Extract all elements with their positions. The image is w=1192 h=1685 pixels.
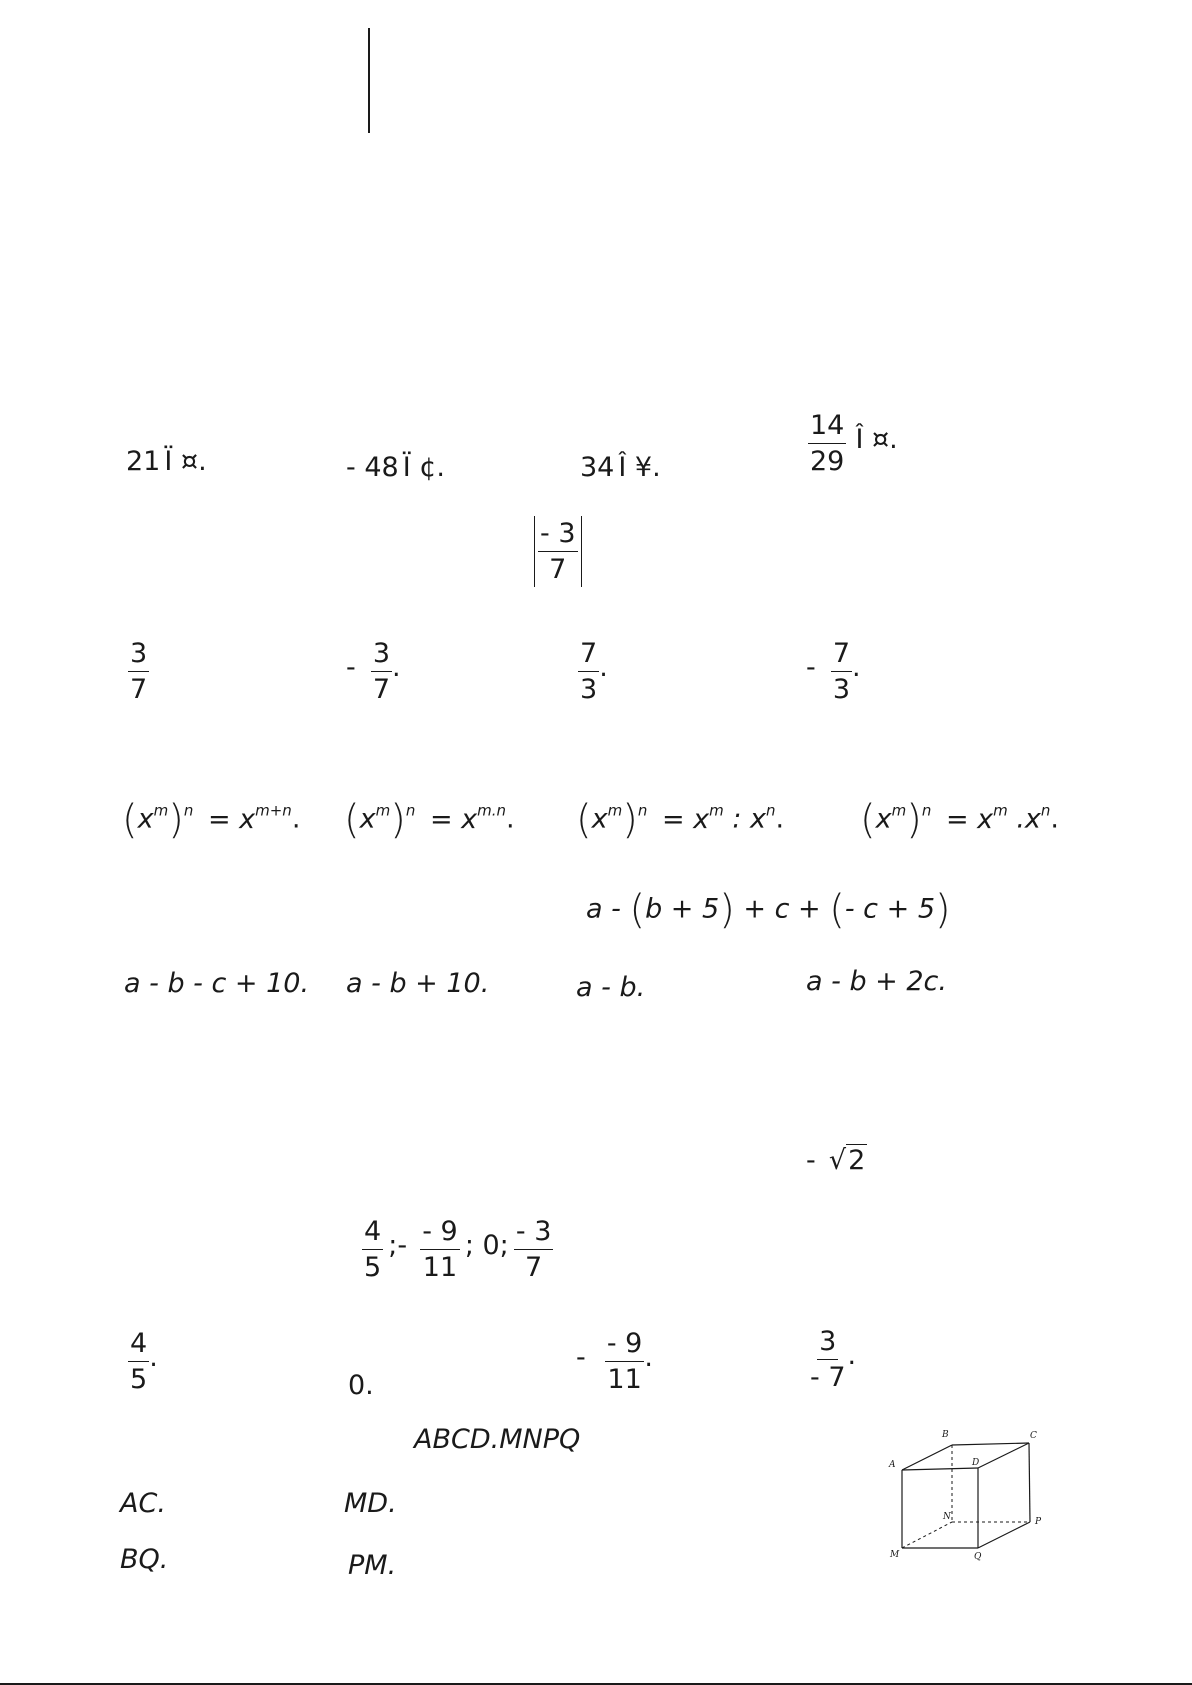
cube-figure	[880, 1424, 1060, 1564]
q2-option-a: $\frac{3}{7}$	[130, 638, 148, 706]
q7-option-a: AC.	[120, 1488, 166, 1519]
q6-option-d: $\frac{3}{- 7}$ .	[810, 1326, 857, 1394]
q2-option-d: - $\frac{7}{3}$ .	[806, 638, 861, 706]
q1-option-b: - 48 Ï ¢.	[346, 452, 445, 483]
q2-expression	[534, 516, 582, 587]
q4-option-d: a - b + 2c.	[806, 966, 947, 997]
q6-option-a: $\frac{4}{5}$ .	[130, 1328, 158, 1396]
q6-option-b: 0.	[348, 1370, 374, 1401]
absolute-value: $\frac{- 3}{7}$	[534, 516, 582, 587]
q7-option-c: BQ.	[120, 1544, 169, 1575]
q7-title: ABCD.MNPQ	[414, 1424, 581, 1455]
cube-label-c: C	[1030, 1431, 1037, 1441]
q2-option-b: - $\frac{3}{7}$ .	[346, 638, 401, 706]
q3-option-a: $(x^m)^n = x^{m+n}$.	[122, 797, 301, 843]
cube-label-p: P	[1035, 1517, 1042, 1527]
vertical-rule	[368, 28, 370, 133]
cube-label-b: B	[942, 1430, 949, 1440]
q4-option-a: a - b - c + 10.	[124, 968, 310, 999]
cube-label-q: Q	[974, 1552, 982, 1562]
q4-expression: a - (b + 5) + c + (- c + 5)	[586, 887, 951, 933]
q7-option-d: PM.	[348, 1550, 397, 1581]
cube-label-n: N	[943, 1512, 951, 1522]
q3-option-b: $(x^m)^n = x^{m.n}$.	[344, 797, 515, 843]
q6-option-c: - $\frac{- 9}{11}$ .	[576, 1328, 653, 1396]
bottom-rule	[0, 1683, 1192, 1685]
cube-label-m: M	[890, 1550, 900, 1560]
q1-option-d: $\frac{14}{29}$ Î ¤.	[810, 410, 898, 478]
q4-option-b: a - b + 10.	[346, 968, 490, 999]
cube-label-d: D	[972, 1458, 980, 1468]
q2-option-c: $\frac{7}{3}$ .	[580, 638, 608, 706]
q7-option-b: MD.	[344, 1488, 397, 1519]
cube-label-a: A	[889, 1460, 896, 1470]
q6-expression: $\frac{4}{5}$ ;- $\frac{- 9}{11}$ ; 0; $\frac{- 3}{7}$	[364, 1216, 552, 1284]
q3-option-c: $(x^m)^n = x^m$ : $x^n$.	[576, 797, 785, 843]
q4-option-c: a - b.	[576, 972, 646, 1003]
q5-expression: - √ 2	[806, 1145, 866, 1176]
q3-option-d: $(x^m)^n = x^m$ $.x^n$.	[860, 797, 1060, 843]
q1-option-c: 34 Î ¥.	[580, 452, 661, 483]
q1-option-a: 21 Ï ¤.	[126, 446, 207, 477]
